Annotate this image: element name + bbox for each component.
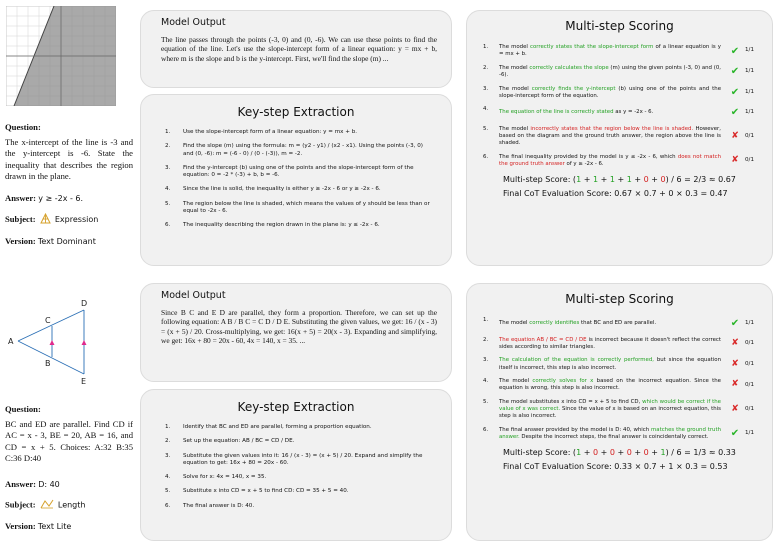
model-output-text: Since B C and E D are parallel, they form a proportion. Therefore, we can set up the following equation: A B / B C = C D / D E. Substituting the given values, we get: 16 / (x - 3) = (x + 5) / 20. Cross-multiplying, we get: 16(x + 5) = 20(x - 3). Expanding and simplifying, we get: 16x + 80 = 20x - 60, 4x = 140, x = 35. ...: [161, 308, 437, 345]
scoring-step: 5. The model substitutes x into CD = x + 5 to find CD, which would be correct if the value of x was correct. Since the value of x is based on an incorrect equation, this step is also incorrect. ✘ 0/1: [483, 398, 755, 420]
question-text: BC and ED are parallel. Find CD if AC = x - 3, BE = 20, AB = 16, and CD = x + 5. Choices: A:32 B:35 C:36 D:40: [5, 419, 133, 463]
subject-row: [5, 213, 133, 227]
check-icon: ✔: [730, 45, 740, 57]
keystep-title: Key-step Extraction: [237, 105, 355, 119]
version-row: [5, 236, 133, 247]
cross-icon: ✘: [731, 403, 739, 414]
expression-icon: [40, 213, 51, 227]
version-label: Version:: [5, 236, 36, 247]
version-row: [5, 521, 133, 532]
keystep-item: 4. Solve for x: 4x = 140, x = 35.: [165, 474, 267, 481]
model-output-title: Model Output: [161, 17, 226, 28]
keystep-item: 1. Use the slope-intercept form of a linear equation: y = mx + b.: [165, 129, 358, 135]
keystep-item: 2. Set up the equation: AB / BC = CD / DE.: [165, 438, 295, 445]
figure-2-triangle: [4, 296, 104, 388]
version-label: Version:: [5, 521, 36, 532]
score-term: 0: [626, 447, 632, 457]
scoring-step: 3. The model correctly finds the y-intercept (b) using one of the points and the slope-intercept form of the equation. ✔ 1/1: [483, 85, 755, 99]
step-score: 1/1: [745, 47, 755, 54]
answer-label: Answer:: [5, 478, 37, 489]
final-cot-score: Final CoT Evaluation Score: 0.33 × 0.7 + 1 × 0.3 = 0.53: [503, 461, 728, 471]
scoring-step: 2. The model correctly calculates the slope (m) using the given points (-3, 0) and (0, -6). ✔ 1/1: [483, 64, 755, 78]
keystep-item: 3. Substitute the given values into it: 16 / (x - 3) = (x + 5) / 20. Expand and simplify the equation to get: 16x + 80 = 20x - 60.: [165, 452, 423, 466]
scoring-step: 6. The final inequality provided by the model is y ≤ -2x - 6, which does not match the ground truth answer of y ≥ -2x - 6. ✘ 0/1: [483, 153, 755, 167]
model-output-title: Model Output: [161, 290, 226, 301]
keystep-item: 6. The inequality describing the region drawn in the plane is: y ≤ -2x - 6.: [165, 222, 380, 229]
question-label: Question:: [5, 122, 41, 132]
subject-row: [5, 499, 133, 512]
cross-icon: ✘: [731, 155, 739, 165]
subject-value: Expression: [54, 215, 99, 225]
check-icon: ✔: [730, 318, 740, 329]
keystep-list: [141, 119, 451, 229]
ex2-keystep-panel: [140, 389, 452, 541]
question-text: The x-intercept of the line is -3 and the y-intercept is -6. State the inequality that describes the region drawn in the plane.: [5, 137, 133, 181]
score-term: 1: [576, 174, 582, 184]
cross-icon: ✘: [731, 358, 739, 369]
final-cot-score: Final CoT Evaluation Score: 0.67 × 0.7 + 0 × 0.3 = 0.47: [503, 188, 728, 198]
scoring-step: 4. The equation of the line is correctly stated as y = -2x - 6. ✔ 1/1: [483, 106, 755, 119]
step-score: 0/1: [745, 157, 755, 164]
scoring-step: 2. The equation AB / BC = CD / DE is incorrect because it doesn't reflect the correct sides according to similar triangles. ✘ 0/1: [483, 336, 755, 350]
multistep-list: [467, 306, 772, 441]
answer-value: D: 40: [38, 479, 60, 489]
vertex-A: A: [8, 337, 14, 346]
subject-value: Length: [57, 500, 86, 510]
ex1-keystep-panel: [140, 94, 452, 266]
answer-value: y ≥ -2x - 6.: [38, 193, 84, 203]
score-term: 0: [660, 174, 666, 184]
keystep-list: [141, 414, 451, 510]
vertex-C: C: [45, 316, 51, 325]
model-output-text: The line passes through the points (-3, 0) and (0, -6). We can use these points to find the equation of the line. Let's use the slope-intercept form of a linear equation: y = mx + b, where m is the slope and b is the y-intercept. First, we'll find the slope (m) ...: [161, 35, 437, 63]
ex2-question-block: [5, 404, 133, 533]
figure-1-graph: [6, 6, 116, 106]
scoring-step: 4. The model correctly solves for x based on the incorrect equation. Since the equation is wrong, this step is also incorrect. ✘ 0/1: [483, 378, 755, 392]
scoring-step: 5. The model incorrectly states that the region below the line is shaded. However, based on the diagram and the ground truth answer, the region above the line is shaded. ✘ 0/1: [483, 125, 755, 147]
question-label: Question:: [5, 404, 41, 414]
score-term: 0: [643, 447, 649, 457]
keystep-item: 5. Substitute x into CD = x + 5 to find CD: CD = 35 + 5 = 40.: [165, 488, 349, 495]
answer-label: Answer:: [5, 192, 37, 203]
cross-icon: ✘: [731, 130, 739, 141]
score-term: 0: [643, 174, 649, 184]
multistep-score: Multi-step Score: (1 + 0 + 0 + 0 + 0 + 1) / 6 = 1/3 ≈ 0.33: [503, 447, 736, 457]
check-icon: ✔: [730, 107, 740, 119]
keystep-item: 2. Find the slope (m) using the formula: m = (y2 - y1) / (x2 - x1). Using the points (-3, 0) and (0, -6): m = (-6 - 0) / (0 - (-3)), m = -2.: [165, 143, 423, 157]
step-score: 0/1: [745, 132, 755, 139]
ex1-question-block: [5, 122, 133, 248]
scoring-step: 6. The final answer provided by the model is D: 40, which matches the ground truth answer. Despite the incorrect steps, the final answer is coincidentally correct. ✔ 1/1: [483, 426, 755, 440]
step-score: 0/1: [745, 381, 755, 388]
step-score: 0/1: [745, 340, 755, 347]
ex2-model-output-panel: [140, 283, 452, 382]
scoring-step: 3. The calculation of the equation is correctly performed, but since the equation itself is incorrect, this step is also incorrect. ✘ 0/1: [483, 357, 755, 371]
subject-label: Subject:: [5, 214, 36, 225]
score-term: 1: [660, 447, 666, 457]
check-icon: ✔: [730, 66, 740, 78]
cross-icon: ✘: [731, 379, 739, 390]
version-value: Text Dominant: [37, 237, 96, 247]
ex1-multistep-panel: [466, 10, 773, 266]
multistep-title: Multi-step Scoring: [565, 19, 674, 33]
score-term: 1: [576, 447, 582, 457]
multistep-title: Multi-step Scoring: [565, 292, 674, 306]
answer-row: [5, 479, 133, 490]
step-score: 1/1: [745, 319, 755, 326]
score-term: 0: [609, 447, 615, 457]
ex2-multistep-panel: [466, 283, 773, 541]
subject-label: Subject:: [5, 499, 36, 510]
scoring-step: 1. The model correctly states that the slope-intercept form of a linear equation is y = mx + b. ✔ 1/1: [483, 44, 755, 58]
answer-row: [5, 193, 133, 204]
score-term: 1: [626, 174, 632, 184]
scoring-step: 1. The model correctly identifies that BC and ED are parallel. ✔ 1/1: [483, 317, 755, 329]
cross-icon: ✘: [731, 337, 739, 348]
step-score: 1/1: [745, 68, 755, 75]
keystep-item: 3. Find the y-intercept (b) using one of the points and the slope-intercept form of the equation: 0 = -2 * (-3) + b, b = -6.: [165, 164, 414, 179]
version-value: Text Lite: [37, 522, 72, 532]
score-term: 1: [592, 174, 599, 184]
check-icon: ✔: [730, 87, 740, 99]
step-score: 0/1: [745, 360, 755, 367]
keystep-item: 6. The final answer is D: 40.: [165, 502, 255, 509]
multistep-score: Multi-step Score: (1 + 1 + 1 + 1 + 0 + 0) / 6 = 2/3 ≈ 0.67: [503, 174, 736, 184]
multistep-list: [467, 33, 772, 168]
vertex-D: D: [81, 299, 88, 308]
check-icon: ✔: [730, 428, 740, 440]
keystep-title: Key-step Extraction: [237, 400, 355, 414]
step-score: 0/1: [745, 405, 755, 412]
score-term: 1: [609, 174, 615, 184]
step-score: 1/1: [745, 88, 755, 95]
score-term: 0: [592, 447, 599, 457]
step-score: 1/1: [745, 109, 755, 116]
vertex-E: E: [81, 377, 87, 386]
vertex-B: B: [45, 359, 51, 368]
ex1-model-output-panel: [140, 10, 452, 88]
keystep-item: 4. Since the line is solid, the inequality is either y ≥ -2x - 6 or y ≥ -2x - 6.: [165, 186, 381, 193]
keystep-item: 5. The region below the line is shaded, which means the values of y should be less than or equal to -2x - 6.: [165, 200, 430, 214]
keystep-item: 1. Identify that BC and ED are parallel, forming a proportion equation.: [165, 424, 372, 430]
step-score: 1/1: [745, 430, 755, 437]
length-icon: [40, 499, 54, 512]
